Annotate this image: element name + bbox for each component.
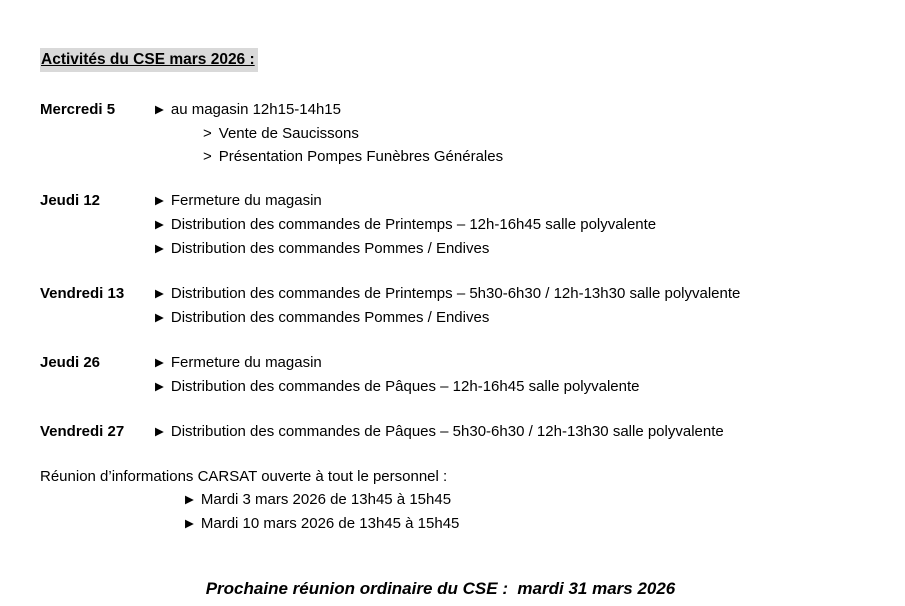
day-label: Jeudi 26 — [40, 354, 101, 371]
arrow-bullet-icon: ▶ — [155, 310, 164, 324]
page-title: Activités du CSE mars 2026 : — [40, 48, 258, 72]
day-items — [155, 98, 865, 168]
item-text: Distribution des commandes de Pâques – 5h30-6h30 / 12h-13h30 salle polyvalente — [170, 423, 724, 440]
schedule-section — [40, 282, 865, 330]
schedule-item — [155, 189, 865, 213]
item-text: Distribution des commandes de Printemps – 12h-16h45 salle polyvalente — [170, 216, 657, 233]
schedule-item — [155, 213, 865, 237]
schedule-section — [40, 98, 865, 168]
item-text: Fermeture du magasin — [170, 192, 322, 209]
schedule-item — [203, 122, 865, 145]
day-label: Jeudi 12 — [40, 192, 101, 209]
arrow-bullet-icon: ▶ — [155, 424, 164, 438]
item-text: Fermeture du magasin — [170, 354, 322, 371]
item-text: au magasin 12h15-14h15 — [170, 101, 341, 118]
schedule-item — [155, 306, 865, 330]
schedule-section — [40, 189, 865, 261]
day-label: Vendredi 13 — [40, 285, 125, 302]
schedule — [40, 98, 865, 444]
carsat-section — [40, 465, 865, 536]
day-items — [155, 351, 865, 399]
item-text: Distribution des commandes de Pâques – 12h-16h45 salle polyvalente — [170, 378, 640, 395]
day-items — [155, 420, 865, 444]
next-meeting-line: Prochaine réunion ordinaire du CSE : mardi 31 mars 2026 — [205, 579, 676, 598]
item-text: Mardi 10 mars 2026 de 13h45 à 15h45 — [200, 515, 460, 532]
schedule-item — [155, 375, 865, 399]
title-line — [40, 48, 865, 72]
arrow-bullet-icon: ▶ — [155, 217, 164, 231]
item-text: Distribution des commandes Pommes / Endives — [170, 240, 490, 257]
carsat-items — [185, 488, 865, 536]
schedule-item — [185, 488, 865, 512]
day-label: Mercredi 5 — [40, 101, 116, 118]
arrow-bullet-icon: ▶ — [185, 516, 194, 530]
item-text: Distribution des commandes de Printemps – 5h30-6h30 / 12h-13h30 salle polyvalente — [170, 285, 741, 302]
schedule-item — [155, 237, 865, 261]
arrow-bullet-icon: ▶ — [155, 355, 164, 369]
schedule-item — [155, 282, 865, 306]
item-text: Vente de Saucissons — [218, 125, 359, 142]
arrow-bullet-icon: ▶ — [155, 193, 164, 207]
schedule-item — [155, 420, 865, 444]
angle-bullet-icon: > — [203, 125, 212, 142]
item-text: Distribution des commandes Pommes / Endives — [170, 309, 490, 326]
schedule-item — [155, 98, 865, 122]
schedule-item — [155, 351, 865, 375]
arrow-bullet-icon: ▶ — [155, 241, 164, 255]
day-items — [155, 282, 865, 330]
item-text: Mardi 3 mars 2026 de 13h45 à 15h45 — [200, 491, 452, 508]
arrow-bullet-icon: ▶ — [155, 102, 164, 116]
schedule-item — [185, 512, 865, 536]
arrow-bullet-icon: ▶ — [185, 492, 194, 506]
arrow-bullet-icon: ▶ — [155, 286, 164, 300]
item-text: Présentation Pompes Funèbres Générales — [218, 148, 504, 165]
carsat-heading: Réunion d’informations CARSAT ouverte à tout le personnel : — [40, 468, 448, 485]
day-label: Vendredi 27 — [40, 423, 125, 440]
schedule-section — [40, 351, 865, 399]
arrow-bullet-icon: ▶ — [155, 379, 164, 393]
schedule-section — [40, 420, 865, 444]
schedule-item — [203, 145, 865, 168]
day-items — [155, 189, 865, 261]
angle-bullet-icon: > — [203, 148, 212, 165]
